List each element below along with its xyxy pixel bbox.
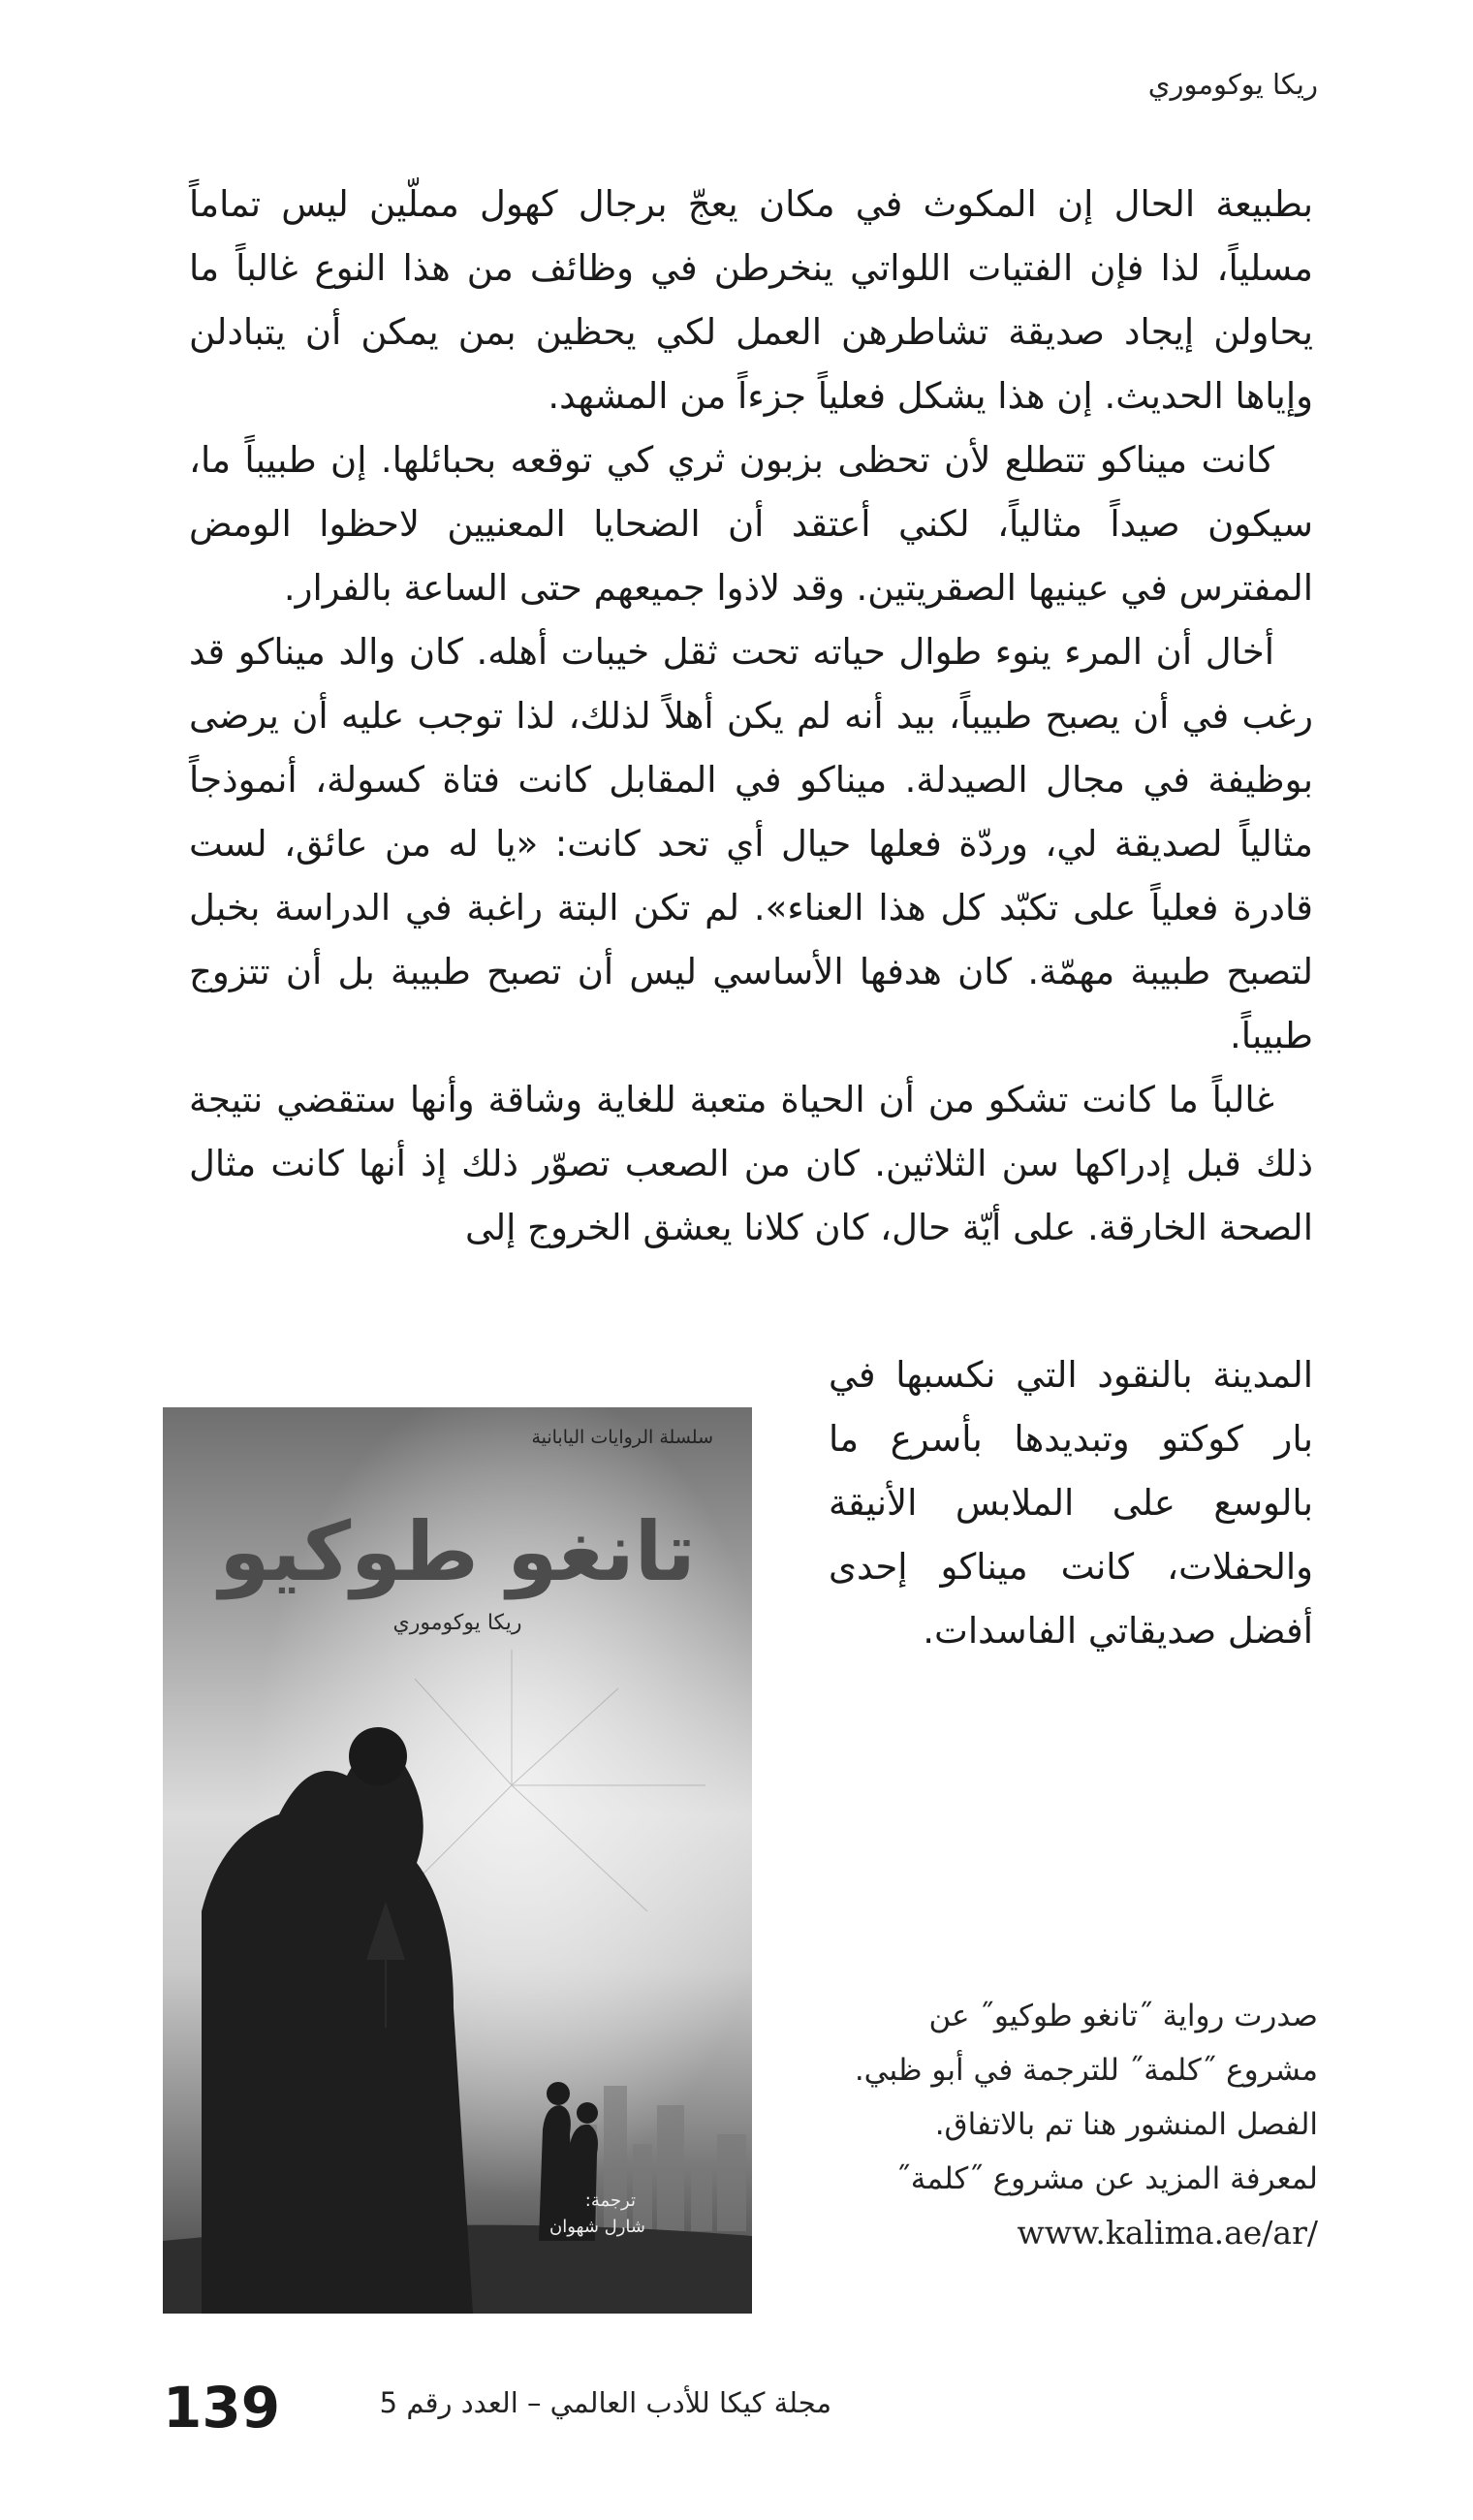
caption-line: صدرت رواية ˝تانغو طوكيو˝ عن [928, 1999, 1318, 2033]
paragraph-1: بطبيعة الحال إن المكوث في مكان يعجّ برجال كهول مملّين ليس تماماً مسلياً، لذا فإن الفتيات اللواتي ينخرطن في وظائف من هذا النوع غالباً ما يحاولن إيجاد صديقة تشاطرهن العمل لكي يحظين بمن يمكن أن يتبادلن وإياها الحديث. إن هذا يشكل فعلياً جزءاً من المشهد. [189, 183, 1313, 417]
caption-line: لمعرفة المزيد عن مشروع ˝كلمة˝ [895, 2161, 1318, 2196]
caption-line: مشروع ˝كلمة˝ للترجمة في أبو ظبي. [854, 2053, 1318, 2088]
article-body [189, 173, 1313, 1260]
paragraph-4: غالباً ما كانت تشكو من أن الحياة متعبة للغاية وشاقة وأنها ستقضي نتيجة ذلك قبل إدراكها سن الثلاثين. كان من الصعب تصوّر ذلك إذ أنها كانت مثال الصحة الخارقة. على أيّة حال، كان كلانا يعشق الخروج إلى [189, 1079, 1313, 1248]
cover-author: ريكا يوكوموري [392, 1611, 522, 1635]
cover-translator: شارل شهوان [549, 2217, 645, 2237]
running-head-author: ريكا يوكوموري [1147, 68, 1318, 101]
cover-series-label: سلسلة الروايات اليابانية [531, 1427, 713, 1448]
paragraph-4-continuation: المدينة بالنقود التي نكسبها في بار كوكتو وتبديدها بأسرع ما بالوسع على الملابس الأنيقة والحفلات، كانت ميناكو إحدى أفضل صديقاتي الفاسدات. [829, 1354, 1313, 1652]
paragraph-3: أخال أن المرء ينوء طوال حياته تحت ثقل خيبات أهله. كان والد ميناكو قد رغب في أن يصبح طبيباً، بيد أنه لم يكن أهلاً لذلك، لذا توجب عليه أن يرضى بوظيفة في مجال الصيدلة. ميناكو في المقابل كانت فتاة كسولة، أنموذجاً مثالياً لصديقة لي، وردّة فعلها حيال أي تحد كانت: «يا له من عائق، لست قادرة فعلياً على تكبّد كل هذا العناء». لم تكن البتة راغبة في الدراسة بخبل لتصبح طبيبة مهمّة. كان هدفها الأساسي ليس أن تصبح طبيبة بل أن تتزوج طبيباً. [189, 631, 1313, 1056]
caption-line: الفصل المنشور هنا تم بالاتفاق. [934, 2107, 1318, 2142]
cover-caption [795, 1989, 1318, 2260]
cover-title: تانغو طوكيو [219, 1504, 696, 1599]
page-number: 139 [163, 2375, 281, 2441]
cover-translator-label: ترجمة: [584, 2190, 636, 2211]
book-cover-image [163, 1407, 752, 2314]
paragraph-2: كانت ميناكو تتطلع لأن تحظى بزبون ثري كي توقعه بحبائلها. إن طبيباً ما، سيكون صيداً مثالياً، لكني أعتقد أن الضحايا المعنيين لاحظوا الومض المفترس في عينيها الصقريتين. وقد لاذوا جميعهم حتى الساعة بالفرار. [189, 439, 1313, 609]
footer-journal-title: مجلة كيكا للأدب العالمي – العدد رقم 5 [379, 2386, 831, 2419]
caption-url: www.kalima.ae/ar/ [1017, 2214, 1318, 2252]
